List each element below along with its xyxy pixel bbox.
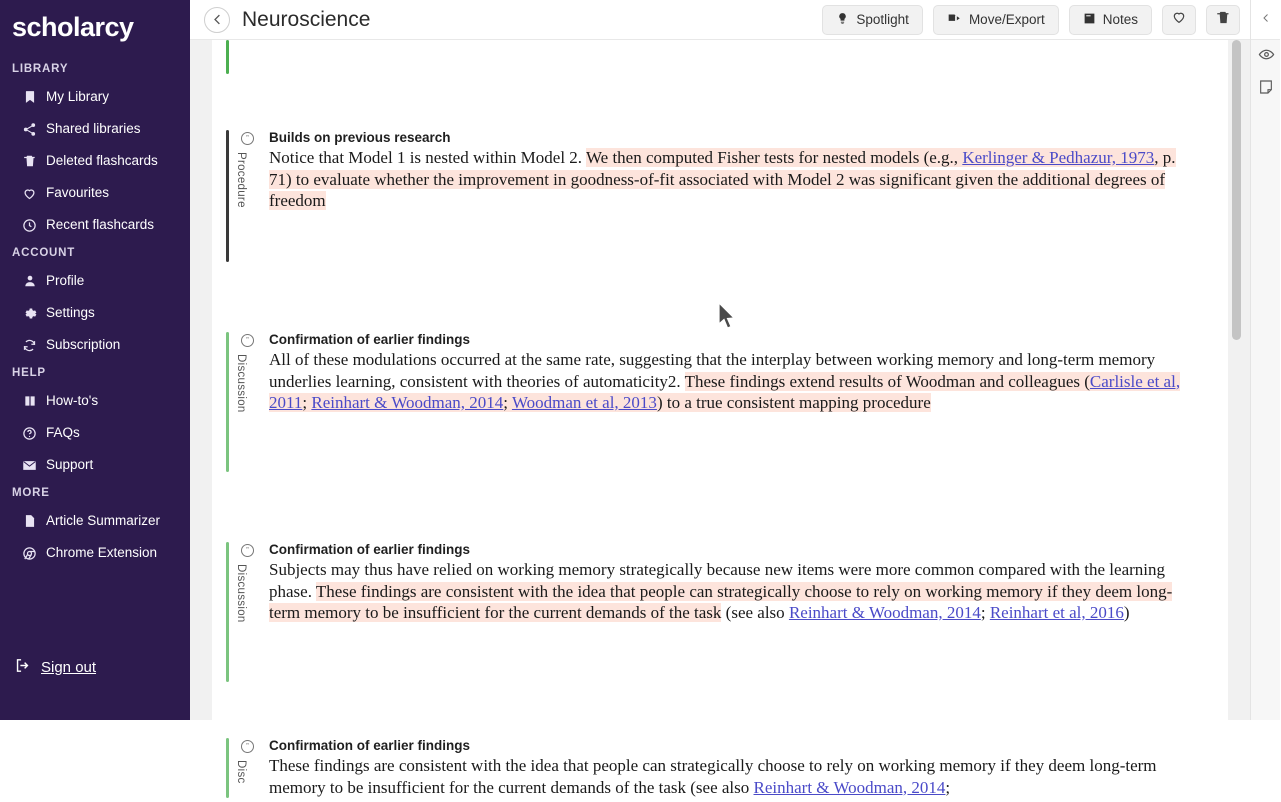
sidebar-item-label: Recent flashcards [46, 217, 155, 232]
card-tag-label: Discussion [235, 564, 247, 623]
bookmark-icon [22, 90, 37, 105]
sidebar-item-chrome-extension[interactable] [0, 537, 190, 569]
sidebar-section-help: HELP [12, 367, 46, 379]
sidebar-item-label: Profile [46, 273, 85, 288]
spotlight-button[interactable] [822, 5, 923, 35]
sidebar [0, 0, 190, 720]
sidebar-item-label: Shared libraries [46, 121, 141, 136]
delete-button[interactable] [1206, 5, 1240, 35]
trash-icon [1216, 10, 1231, 30]
clock-icon [22, 218, 37, 233]
card-tag [229, 738, 269, 802]
citation-link[interactable]: Reinhart et al, 2016 [989, 603, 1124, 622]
flashcard-item[interactable] [212, 738, 1228, 802]
preview-toggle-button[interactable] [1251, 42, 1281, 72]
quote-icon: ” [241, 132, 254, 145]
toolbar-actions [822, 5, 1240, 35]
move-export-label: Move/Export [968, 12, 1045, 27]
sidebar-section-more: MORE [12, 487, 50, 499]
scrollbar-thumb[interactable] [1232, 40, 1241, 340]
sidebar-item-deleted-flashcards[interactable] [0, 145, 190, 177]
note-icon [1258, 79, 1274, 100]
sign-out-label: Sign out [41, 659, 97, 676]
spotlight-icon [836, 12, 849, 28]
content-area [190, 40, 1250, 797]
trash-icon [22, 154, 37, 169]
sidebar-item-label: Support [46, 457, 94, 472]
mail-icon [22, 458, 37, 473]
sidebar-item-label: Favourites [46, 185, 110, 200]
card-text: Notice that Model 1 is nested within Model 2. We then computed Fisher tests for nested models (e.g., Kerlinger & Pedhazur, 1973, p. 71) to evaluate whether the improvement in goodness-of-fit associated with Model 2 was significant given the additional degrees of freedom [269, 148, 1176, 210]
sidebar-item-profile[interactable] [0, 265, 190, 297]
quote-icon: ” [241, 740, 254, 753]
question-icon [22, 426, 37, 441]
sidebar-item-subscription[interactable] [0, 329, 190, 361]
card-heading: Builds on previous research [269, 130, 451, 145]
sidebar-item-favourites[interactable] [0, 177, 190, 209]
sidebar-section-account: ACCOUNT [12, 247, 76, 259]
notes-icon [1083, 12, 1096, 28]
citation-link[interactable]: Reinhart & Woodman, 2014 [311, 393, 504, 412]
card-body [269, 738, 1194, 802]
card-text: All of these modulations occurred at the same rate, suggesting that the interplay between working memory and long-term memory underlies learning, consistent with theories of automaticity2. These findings extend results of Woodman and colleagues (Carlisle et al, 2011; Reinhart & Woodman, 2014; Woodman et al, 2013) to a true consistent mapping procedure [269, 350, 1181, 412]
card-heading: Confirmation of earlier findings [269, 332, 471, 347]
citation-link[interactable]: Reinhart & Woodman, 2014 [753, 777, 946, 797]
card-body [269, 542, 1194, 682]
back-arrow-icon[interactable] [204, 7, 230, 33]
add-note-button[interactable] [1251, 74, 1281, 104]
scrollbar-track[interactable] [1228, 40, 1250, 720]
flashcard-item[interactable] [212, 542, 1228, 682]
sidebar-item-shared-libraries[interactable] [0, 113, 190, 145]
sidebar-section-library: LIBRARY [12, 63, 69, 75]
sidebar-item-my-library[interactable] [0, 81, 190, 113]
favourite-button[interactable] [1162, 5, 1196, 35]
sidebar-item-label: FAQs [46, 425, 80, 440]
brand-logo[interactable]: scholarcy [12, 12, 134, 42]
flashcard-item[interactable] [212, 130, 1228, 262]
card-body [269, 130, 1194, 262]
sidebar-item-article-summarizer[interactable] [0, 505, 190, 537]
left-gutter [190, 40, 212, 720]
chrome-icon [22, 546, 37, 561]
sidebar-item-label: Chrome Extension [46, 545, 158, 560]
gear-icon [22, 306, 37, 321]
export-icon [947, 11, 962, 28]
card-body [269, 40, 1194, 86]
move-export-button[interactable] [933, 5, 1059, 35]
card-text: These findings are consistent with the idea that people can strategically choose to rely on working memory if they deem long-term memory to be insufficient for the current demands of the task (see also Reinhart & Woodman, 2014; [269, 756, 1157, 797]
sidebar-item-recent-flashcards[interactable] [0, 209, 190, 241]
flashcard-sheet [212, 40, 1228, 797]
quote-icon: ” [241, 544, 254, 557]
card-text: Subjects may thus have relied on working memory strategically because new items were more common compared with the learning phase. These findings are consistent with the idea that people can strategically choose to rely on working memory if they deem long-term memory to be insufficient for the current demands of the task (see also Reinhart & Woodman, 2014; Reinhart et al, 2016) [269, 560, 1173, 622]
card-tag [229, 332, 269, 472]
user-icon [22, 274, 37, 289]
card-tag-label: Procedure [235, 152, 247, 208]
citation-link[interactable]: Woodman et al, 2013 [511, 393, 657, 412]
sidebar-item-settings[interactable] [0, 297, 190, 329]
logout-icon [14, 657, 31, 678]
card-tag [229, 130, 269, 262]
notes-label: Notes [1102, 12, 1138, 27]
book-icon [22, 394, 37, 409]
right-rail [1250, 0, 1280, 720]
card-body [269, 332, 1194, 472]
sidebar-item-support[interactable] [0, 449, 190, 481]
page-title: Neuroscience [242, 7, 371, 31]
flashcard-item[interactable] [212, 332, 1228, 472]
top-toolbar [190, 0, 1250, 40]
card-heading: Confirmation of earlier findings [269, 542, 471, 557]
sidebar-item-label: Subscription [46, 337, 121, 352]
citation-link[interactable]: Reinhart & Woodman, 2014 [788, 603, 981, 622]
sidebar-item-label: How-to's [46, 393, 99, 408]
card-tag-label: Discussion [235, 354, 247, 413]
card-tag [229, 40, 269, 86]
card-heading: Confirmation of earlier findings [269, 738, 471, 753]
sidebar-item-label: Deleted flashcards [46, 153, 158, 168]
collapse-panel-button[interactable] [1251, 0, 1280, 40]
card-tag [229, 542, 269, 682]
spotlight-label: Spotlight [856, 12, 909, 27]
sidebar-item-faqs[interactable] [0, 417, 190, 449]
card-tag-label: Disc [235, 760, 247, 784]
refresh-icon [22, 338, 37, 353]
flashcard-partial-top[interactable] [212, 40, 1228, 86]
heart-icon [22, 186, 37, 201]
sidebar-item-label: Settings [46, 305, 95, 320]
citation-link[interactable]: Kerlinger & Pedhazur, 1973 [962, 148, 1155, 167]
citation-link[interactable]: Carlisle et al, 2011 [269, 371, 1181, 412]
sidebar-item-label: Article Summarizer [46, 513, 161, 528]
chevron-left-icon [1260, 12, 1272, 27]
notes-button[interactable] [1069, 5, 1152, 35]
sidebar-item-label: My Library [46, 89, 110, 104]
document-icon [22, 514, 37, 529]
quote-icon: ” [241, 334, 254, 347]
flashcard-list [212, 40, 1228, 802]
share-icon [22, 122, 37, 137]
heart-icon [1171, 9, 1187, 30]
sidebar-item-how-tos[interactable] [0, 385, 190, 417]
sign-out-button[interactable] [0, 657, 96, 678]
main-panel [190, 0, 1250, 797]
eye-icon [1258, 46, 1275, 68]
